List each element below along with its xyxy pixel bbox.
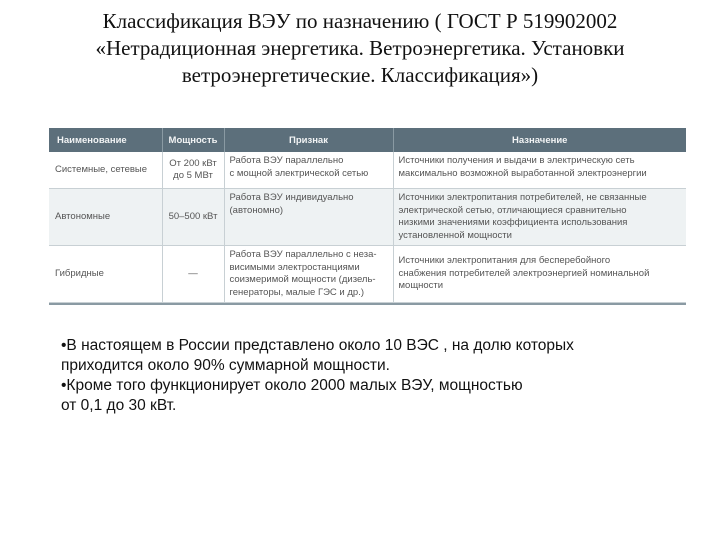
- cell-power-line: 50–500 кВт: [168, 210, 218, 222]
- cell-purpose-line: максимально возможной выработанной электроэнергии: [398, 167, 647, 179]
- bullet-line-4: от 0,1 до 30 кВт.: [61, 397, 177, 414]
- cell-purpose-line: Источники электропитания потребителей, не связанные: [398, 192, 647, 203]
- cell-purpose: [393, 189, 686, 246]
- cell-purpose-line: электрической сетью, отличающиеся сравнительно: [398, 204, 627, 216]
- cell-name: Автономные: [49, 189, 162, 246]
- title-line-3: ветроэнергетические. Классификация»): [181, 63, 539, 87]
- classification-table-wrap: [49, 128, 686, 305]
- cell-purpose-line: мощности: [398, 280, 444, 292]
- title-line-1: Классификация ВЭУ по назначению ( ГОСТ Р 519902002: [102, 9, 618, 33]
- bullet-line-3: •Кроме того функционирует около 2000 малых ВЭУ, мощностью: [61, 377, 523, 394]
- table-row: [49, 189, 686, 246]
- cell-name: Гибридные: [49, 246, 162, 303]
- cell-power-line: до 5 МВт: [173, 170, 213, 181]
- cell-power: [162, 246, 224, 303]
- cell-feature-line: Работа ВЭУ параллельно: [229, 155, 344, 166]
- cell-power-line: —: [188, 267, 198, 279]
- cell-feature-line: Работа ВЭУ индивидуально: [229, 192, 354, 203]
- header-power: Мощность: [162, 128, 224, 152]
- header-name: Наименование: [49, 128, 162, 152]
- title-line-2: «Нетрадиционная энергетика. Ветроэнергетика. Установки: [95, 36, 625, 60]
- header-feature: Признак: [224, 128, 393, 152]
- classification-table: [49, 128, 686, 303]
- cell-feature-line: генераторы, малые ГЭС и др.): [229, 286, 365, 298]
- cell-feature-line: соизмеримой мощности (дизель-: [229, 274, 376, 285]
- cell-feature: [224, 189, 393, 246]
- cell-feature: [224, 152, 393, 189]
- cell-purpose-line: снабжения потребителей электроэнергией номинальной: [398, 267, 650, 279]
- table-row: [49, 152, 686, 189]
- cell-purpose-line: Источники получения и выдачи в электрическую сеть: [398, 155, 635, 166]
- cell-purpose-line: установленной мощности: [398, 229, 512, 241]
- cell-power: [162, 152, 224, 189]
- cell-name: Системные, сетевые: [49, 152, 162, 189]
- cell-purpose-line: Источники электропитания для бесперебойного: [398, 255, 611, 267]
- cell-feature-line: с мощной электрической сетью: [229, 167, 369, 179]
- table-header-row: [49, 128, 686, 152]
- bullet-line-1: •В настоящем в России представлено около 10 ВЭС , на долю которых: [61, 337, 574, 354]
- cell-power: [162, 189, 224, 246]
- cell-purpose-line: низкими значениями коэффициента использования: [398, 217, 628, 228]
- table-row: [49, 246, 686, 303]
- cell-feature-line: (автономно): [229, 204, 284, 216]
- bullet-text: [61, 336, 701, 416]
- bullet-line-2: приходится около 90% суммарной мощности.: [61, 357, 390, 374]
- cell-purpose: [393, 246, 686, 303]
- cell-feature: [224, 246, 393, 303]
- cell-feature-line: Работа ВЭУ параллельно с неза-: [229, 249, 377, 260]
- header-purpose: Назначение: [393, 128, 686, 152]
- cell-feature-line: висимыми электростанциями: [229, 261, 360, 273]
- cell-power-line: От 200 кВт: [169, 157, 217, 169]
- cell-purpose: [393, 152, 686, 189]
- slide-title: [20, 8, 700, 89]
